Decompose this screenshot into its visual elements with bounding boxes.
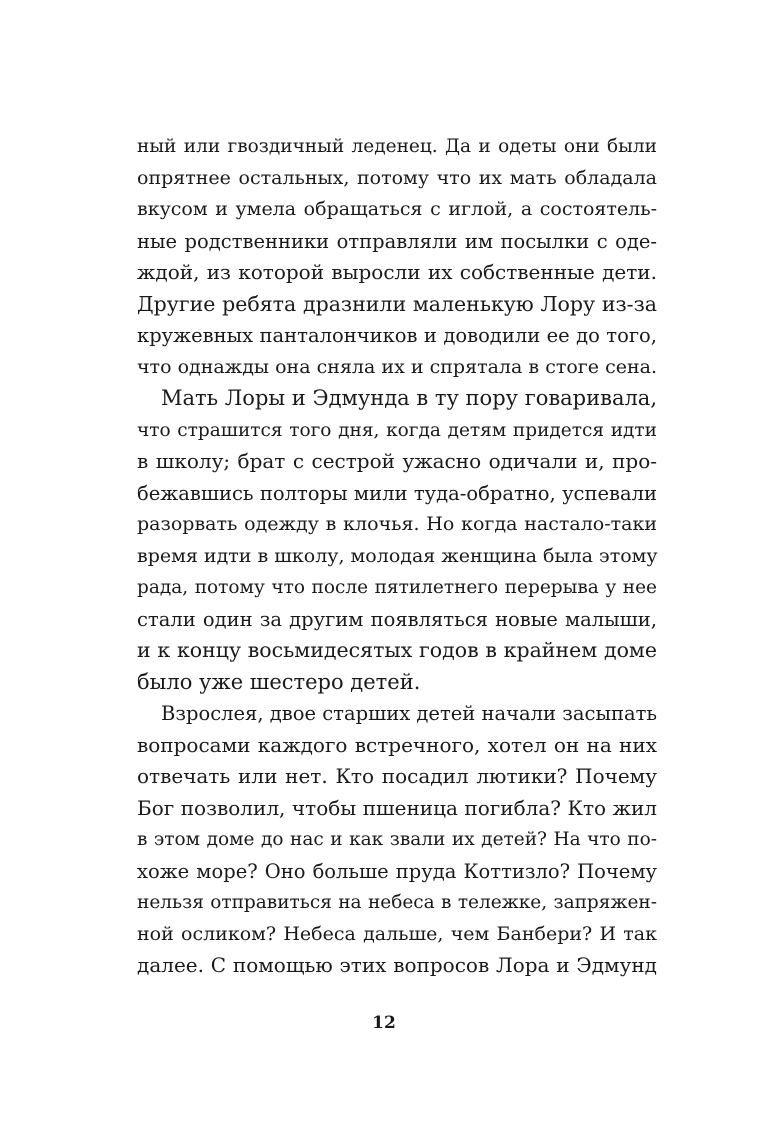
- text-line: что страшится того дня, когда детям придется идти: [137, 419, 657, 441]
- text-line: хоже море? Оно больше пруда Коттизло? Почему: [137, 859, 657, 883]
- paragraph-1: [137, 131, 657, 383]
- text-line: ной осликом? Небеса дальше, чем Банбери? И так: [137, 922, 657, 945]
- text-line: Другие ребята дразнили маленькую Лору из-за: [137, 291, 657, 316]
- text-line: вопросами каждого встречного, хотел он на них: [137, 732, 657, 757]
- text-line: в школу; брат с сестрой ужасно одичали и, про-: [137, 449, 657, 473]
- text-line: что однажды она сняла их и спрятала в стоге сена.: [137, 355, 657, 378]
- text-line: кружевных панталончиков и доводили ее до того,: [137, 324, 657, 347]
- text-line: в этом доме до нас и как звали их детей? На что по-: [137, 829, 657, 850]
- text-line: стали один за другим появляться новые малыши,: [137, 607, 657, 631]
- text-line: ный или гвоздичный леденец. Да и одеты они были: [137, 136, 657, 157]
- text-line: рада, потому что после пятилетнего перерыва у нее: [137, 577, 657, 598]
- text-line: и к концу восьмидесятых годов в крайнем доме: [137, 638, 657, 662]
- text-line: вкусом и умела обращаться с иглой, а состоятель-: [137, 198, 657, 220]
- page-number: 12: [372, 1013, 396, 1033]
- text-line: разорвать одежду в клочья. Но когда настало-таки: [137, 513, 657, 535]
- text-line: ные родственники отправляли им посылки с оде-: [137, 229, 657, 253]
- text-line: отвечать или нет. Кто посадил лютики? Почему: [137, 764, 657, 788]
- text-line: Взрослея, двое старших детей начали засыпать: [161, 702, 657, 725]
- text-line: далее. С помощью этих вопросов Лора и Эдмунд: [137, 953, 657, 977]
- text-line: бежавшись полторы мили туда-обратно, успевали: [137, 481, 657, 505]
- text-line: Бог позволил, чтобы пшеница погибла? Кто жил: [137, 795, 657, 820]
- text-line: было уже шестеро детей.: [137, 669, 421, 694]
- text-line: ждой, из которой выросли их собственные дети.: [137, 260, 657, 284]
- text-line: опрятнее остальных, потому что их мать обладала: [137, 166, 657, 189]
- text-line: нельзя отправиться на небеса в тележке, запряжен-: [137, 892, 657, 913]
- paragraph-3: [137, 698, 657, 982]
- paragraph-2: [137, 383, 657, 698]
- text-line: время идти в школу, молодая женщина была этому: [137, 544, 658, 567]
- text-line: Мать Лоры и Эдмунда в ту пору говаривала,: [161, 386, 657, 410]
- page-body: [137, 131, 657, 982]
